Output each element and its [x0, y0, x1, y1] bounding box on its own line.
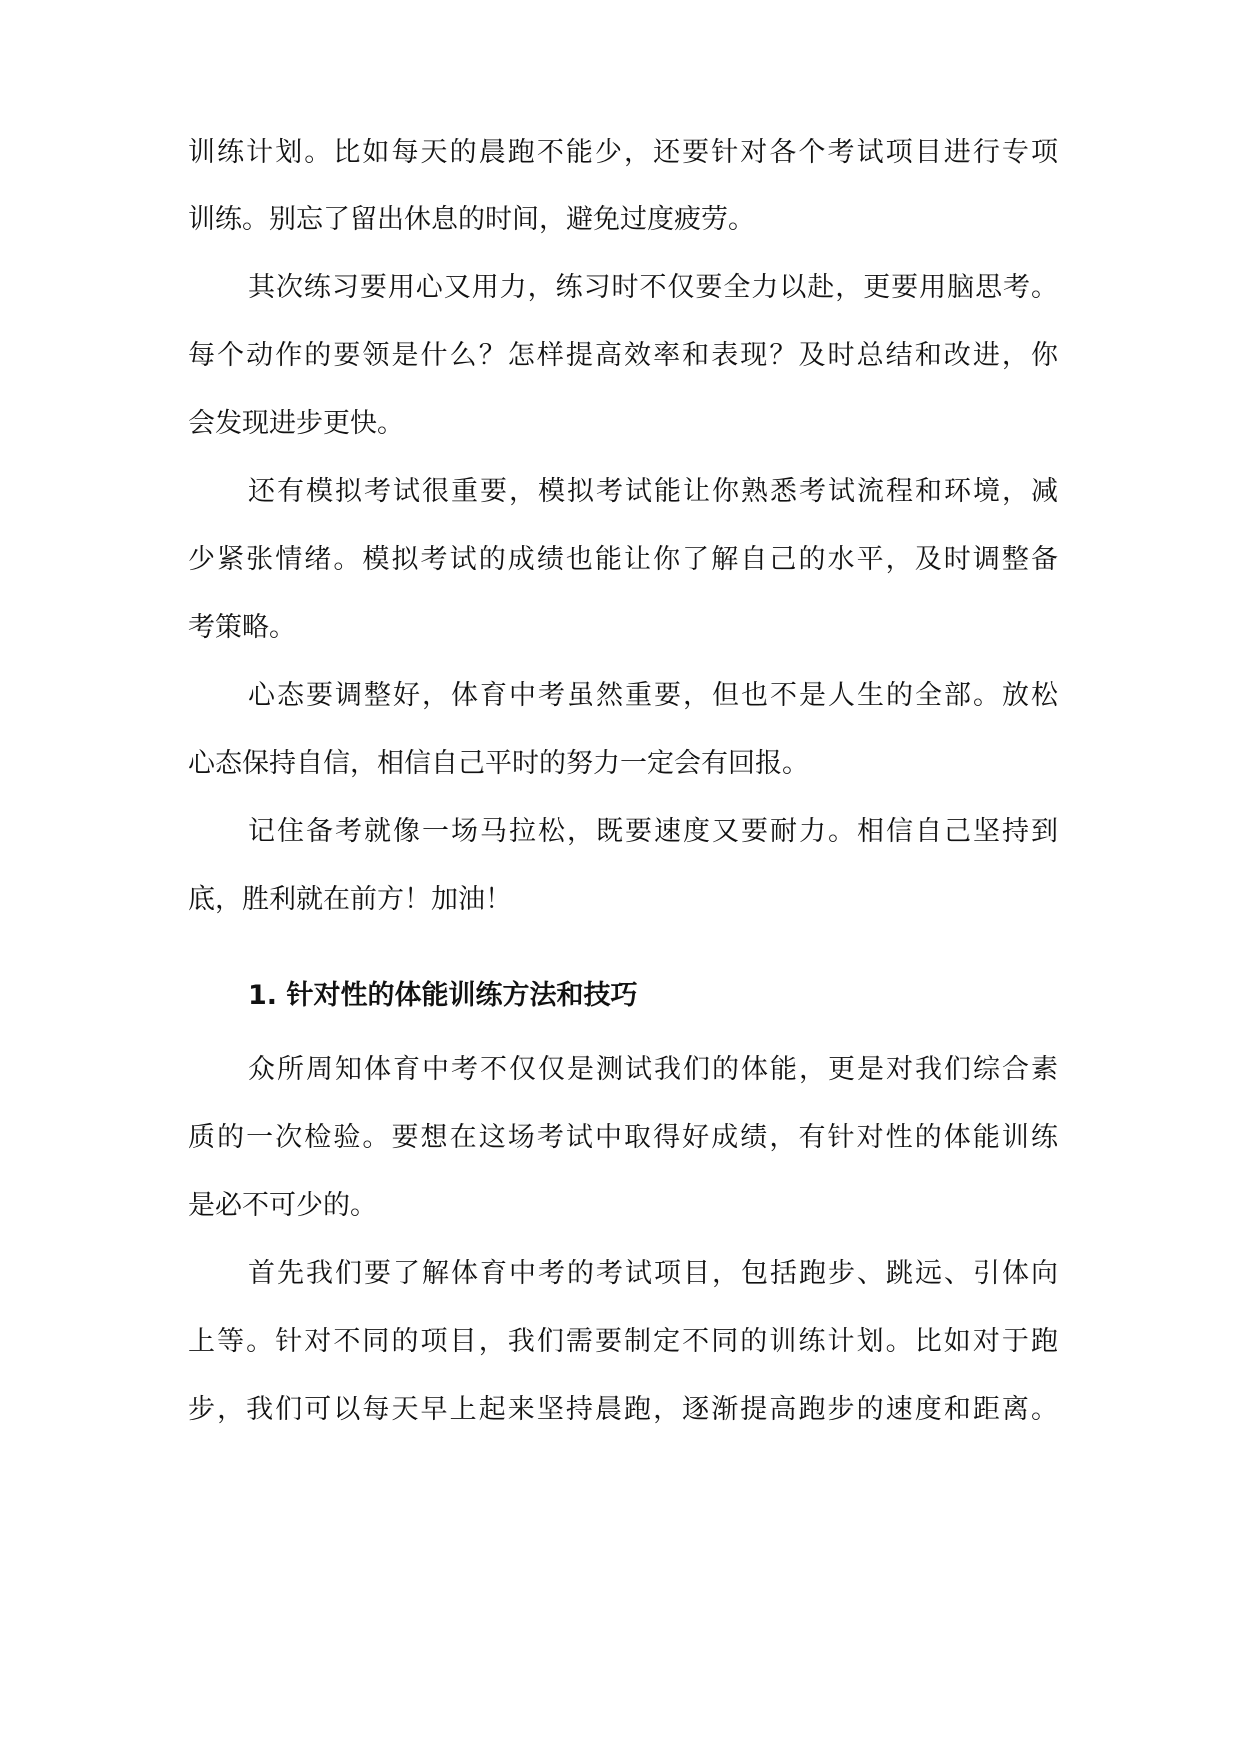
text-line: 上等。针对不同的项目，我们需要制定不同的训练计划。比如对于跑 [188, 1326, 1058, 1357]
section-heading: 1. 针对性的体能训练方法和技巧 [248, 980, 638, 1011]
text-line: 每个动作的要领是什么？怎样提高效率和表现？及时总结和改进，你 [188, 340, 1058, 371]
text-line: 训练。别忘了留出休息的时间，避免过度疲劳。 [188, 204, 755, 235]
text-line: 训练计划。比如每天的晨跑不能少，还要针对各个考试项目进行专项 [188, 137, 1058, 168]
text-line: 众所周知体育中考不仅仅是测试我们的体能，更是对我们综合素 [248, 1054, 1058, 1085]
text-line: 底，胜利就在前方！加油！ [188, 884, 512, 915]
text-line: 记住备考就像一场马拉松，既要速度又要耐力。相信自己坚持到 [248, 816, 1058, 847]
text-line: 心态保持自信，相信自己平时的努力一定会有回报。 [188, 748, 809, 779]
text-line: 会发现进步更快。 [188, 408, 404, 439]
text-line: 心态要调整好，体育中考虽然重要，但也不是人生的全部。放松 [248, 680, 1058, 711]
text-line: 质的一次检验。要想在这场考试中取得好成绩，有针对性的体能训练 [188, 1122, 1058, 1153]
text-line: 是必不可少的。 [188, 1190, 377, 1221]
text-line: 其次练习要用心又用力，练习时不仅要全力以赴，更要用脑思考。 [248, 272, 1058, 303]
text-line: 步，我们可以每天早上起来坚持晨跑，逐渐提高跑步的速度和距离。 [188, 1394, 1058, 1425]
text-line: 少紧张情绪。模拟考试的成绩也能让你了解自己的水平，及时调整备 [188, 544, 1058, 575]
text-line: 首先我们要了解体育中考的考试项目，包括跑步、跳远、引体向 [248, 1258, 1058, 1289]
text-line: 还有模拟考试很重要，模拟考试能让你熟悉考试流程和环境，减 [248, 476, 1058, 507]
text-line: 考策略。 [188, 612, 296, 643]
